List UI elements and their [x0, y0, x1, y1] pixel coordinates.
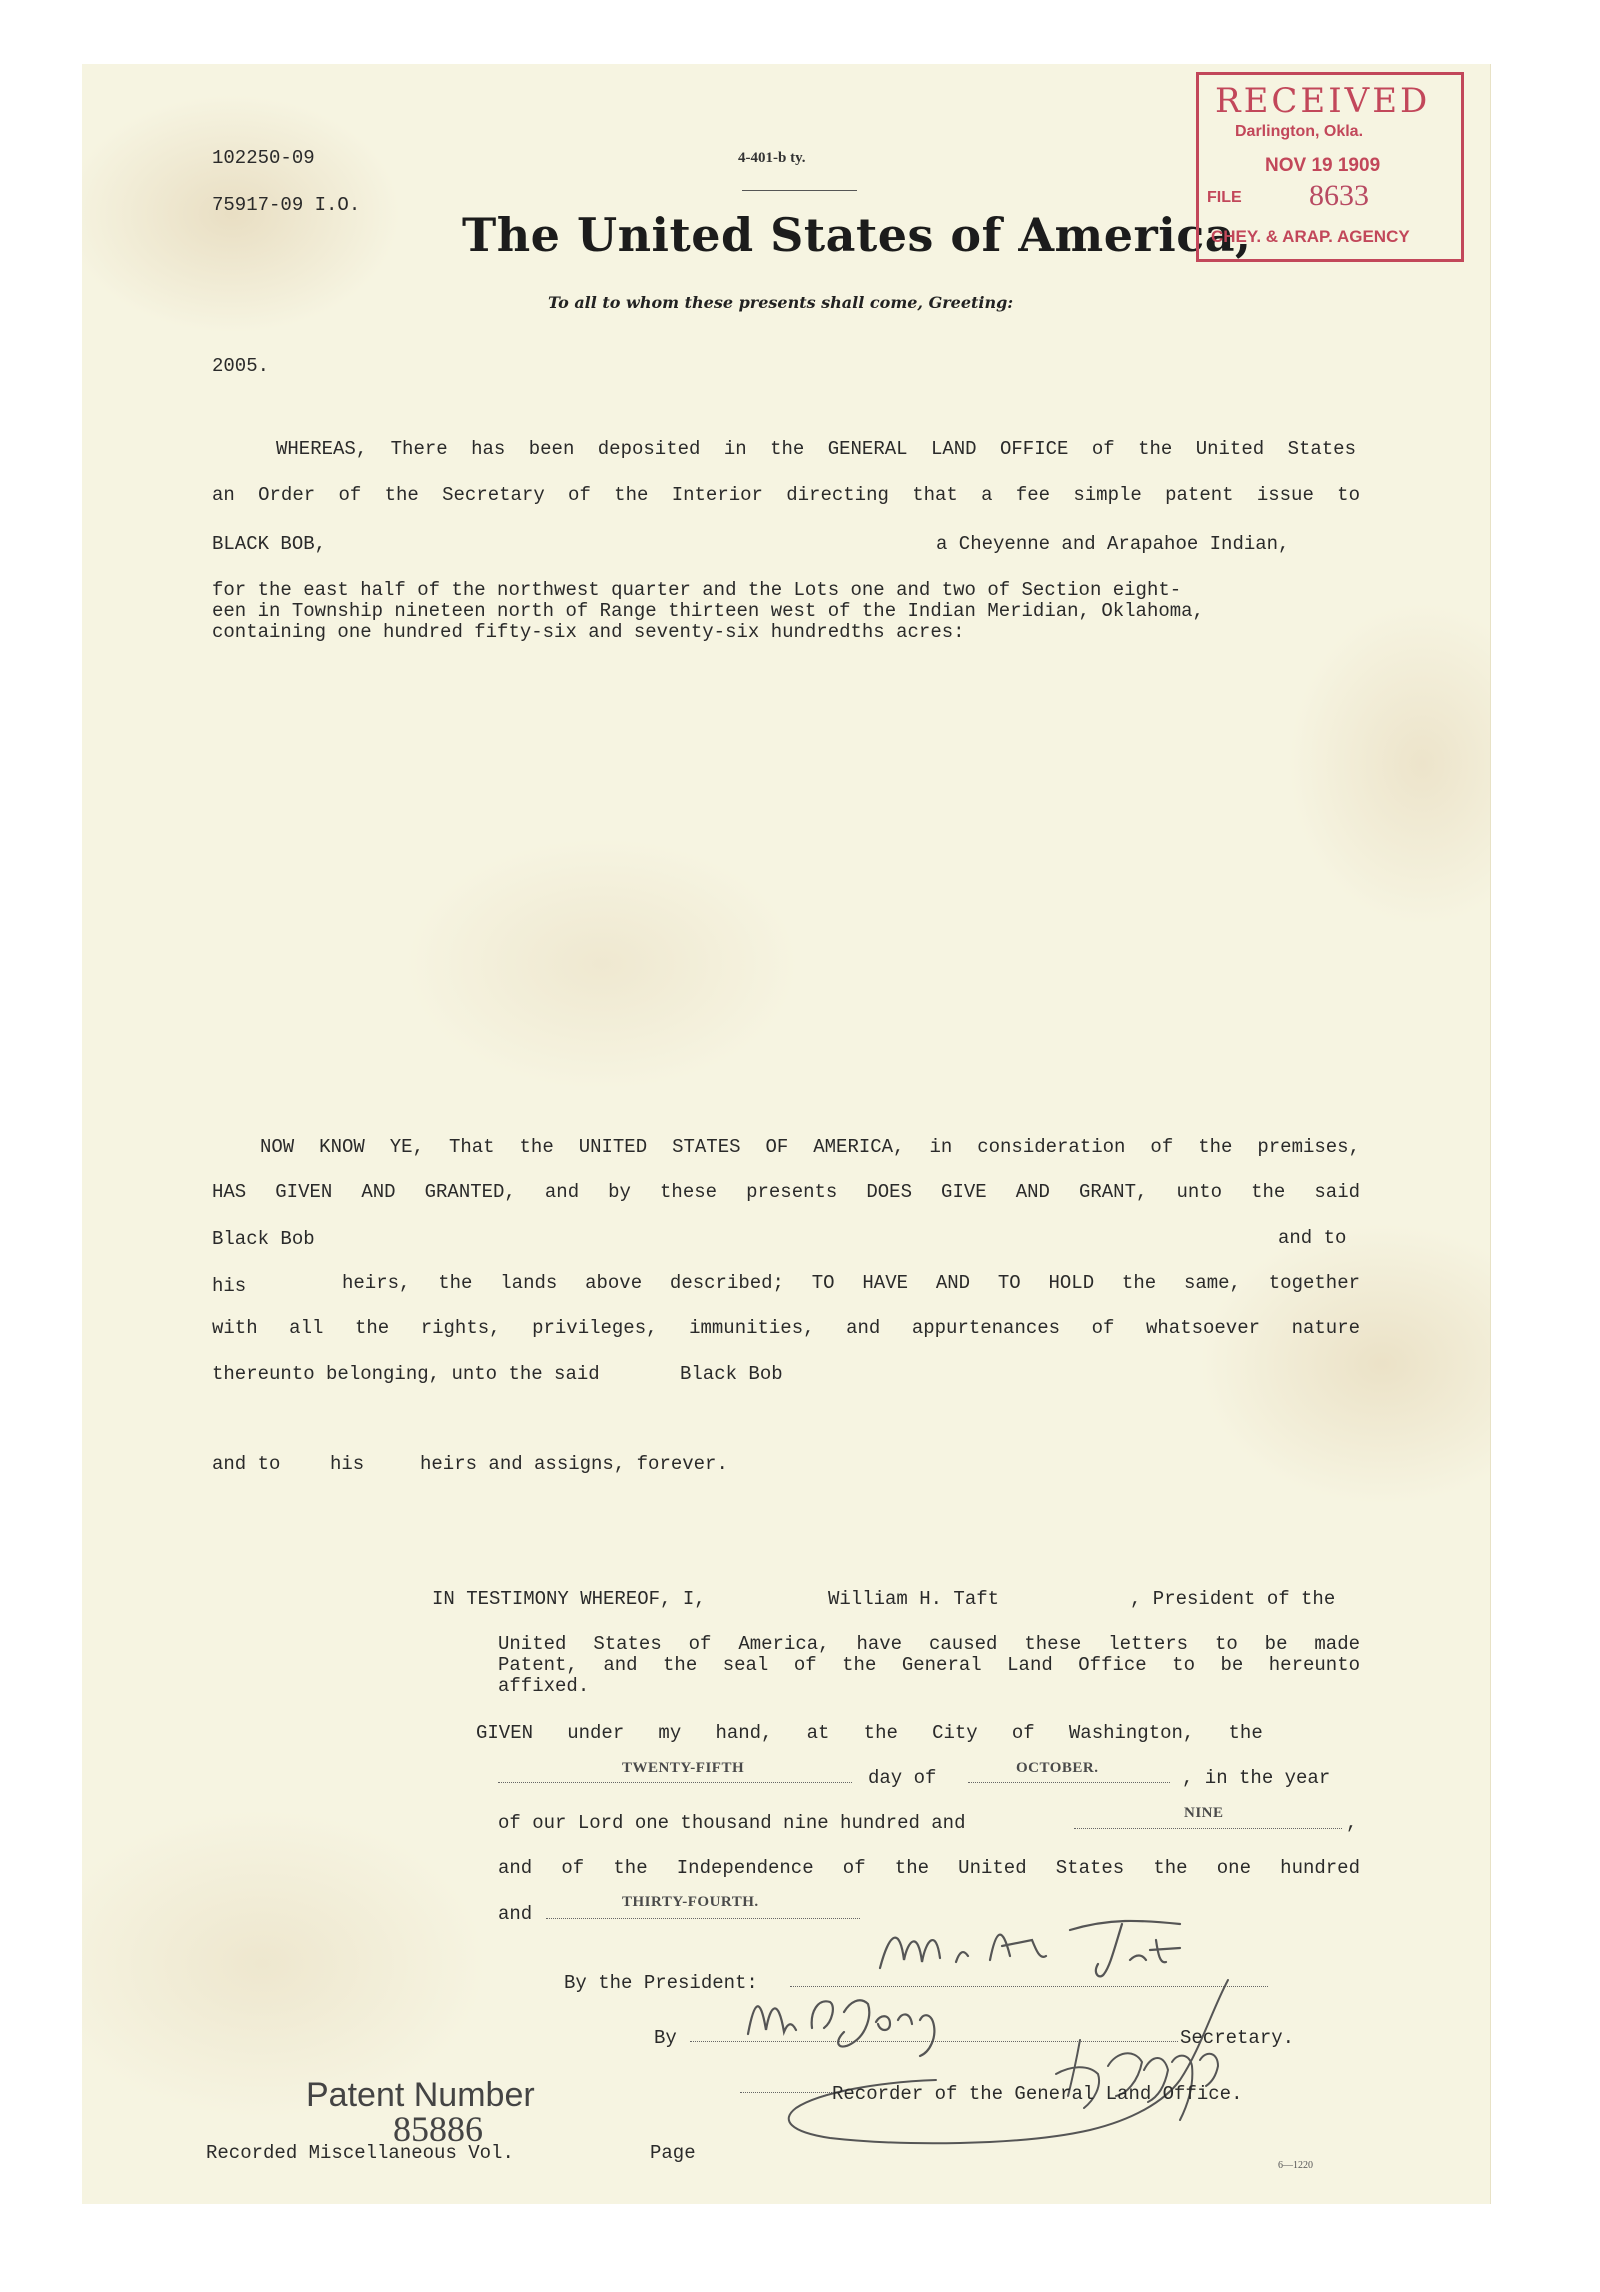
document-title: The United States of America, — [462, 208, 1252, 262]
form-number: 4-401-b ty. — [738, 150, 806, 166]
file-number-1: 102250-09 — [212, 147, 315, 169]
grant-line-6-name: Black Bob — [680, 1363, 783, 1385]
testimony-prefix: IN TESTIMONY WHEREOF, I, — [432, 1588, 706, 1610]
grant-pronoun: his — [212, 1275, 247, 1297]
greeting: To all to whom these presents shall come, Greeting: — [548, 293, 1014, 312]
independence-year-value: THIRTY-FOURTH. — [622, 1894, 759, 1910]
patent-number-label: Patent Number — [306, 2076, 535, 2114]
day-of-label: day of — [868, 1767, 937, 1789]
testimony-body-3: affixed. — [498, 1675, 590, 1697]
stamp-date: NOV 19 1909 — [1265, 155, 1381, 176]
grant-line-7-prefix: and to — [212, 1453, 281, 1475]
land-description-1: for the east half of the northwest quarter and the Lots one and two of Section eight- — [212, 579, 1182, 601]
serial-number: 2005. — [212, 355, 270, 377]
whereas-line-1: WHEREAS, There has been deposited in the GENERAL LAND OFFICE of the United States — [276, 438, 1356, 460]
patent-number-value: 85886 — [393, 2109, 483, 2149]
independence-line: and of the Independence of the United States the one hundred — [498, 1857, 1360, 1879]
received-stamp — [1196, 72, 1464, 262]
grant-line-2: HAS GIVEN AND GRANTED, and by these presents DOES GIVE AND GRANT, unto the said — [212, 1181, 1360, 1203]
header-rule — [742, 190, 857, 191]
grant-name: Black Bob — [212, 1228, 315, 1250]
secretary-label: Secretary. — [1180, 2027, 1295, 2049]
grant-and-to: and to — [1278, 1227, 1347, 1249]
land-description-2: een in Township nineteen north of Range thirteen west of the Indian Meridian, Oklahoma, — [212, 600, 1204, 622]
stamp-file-number: 8633 — [1309, 179, 1369, 212]
stamp-file-label: FILE — [1207, 189, 1242, 206]
stamp-agency: CHEY. & ARAP. AGENCY — [1211, 227, 1410, 246]
year-comma: , — [1346, 1812, 1358, 1834]
recorder-signature — [760, 1970, 1320, 2160]
grant-line-7-suffix: heirs and assigns, forever. — [420, 1453, 728, 1475]
stamp-received: RECEIVED — [1215, 81, 1431, 121]
grant-line-5: with all the rights, privileges, immunities, and appurtenances of whatsoever nature — [212, 1317, 1360, 1339]
document-paper — [82, 64, 1491, 2204]
page-label: Page — [650, 2142, 696, 2164]
form-code: 6—1220 — [1278, 2160, 1313, 2171]
month-line — [968, 1782, 1170, 1783]
month-value: OCTOBER. — [1016, 1760, 1099, 1776]
lord-line: of our Lord one thousand nine hundred and — [498, 1812, 966, 1834]
given-line: GIVEN under my hand, at the City of Washington, the — [476, 1722, 1263, 1744]
by-label: By — [654, 2027, 677, 2049]
grantee-tribe: a Cheyenne and Arapahoe Indian, — [936, 533, 1290, 555]
testimony-suffix: , President of the — [1130, 1588, 1336, 1610]
independence-year-line — [546, 1918, 860, 1919]
and-label: and — [498, 1903, 533, 1925]
grant-line-1: NOW KNOW YE, That the UNITED STATES OF AMERICA, in consideration of the premises, — [260, 1136, 1360, 1158]
recorder-label: Recorder of the General Land Office. — [832, 2083, 1243, 2105]
grantee-name: BLACK BOB, — [212, 533, 327, 555]
by-president-label: By the President: — [564, 1972, 758, 1994]
file-number-2: 75917-09 I.O. — [212, 194, 361, 216]
grant-line-6-prefix: thereunto belonging, unto the said — [212, 1363, 600, 1385]
testimony-body-2: Patent, and the seal of the General Land Office to be hereunto — [498, 1654, 1360, 1676]
year-line — [1074, 1828, 1342, 1829]
testimony-body-1: United States of America, have caused these letters to be made — [498, 1633, 1360, 1655]
stamp-place: Darlington, Okla. — [1235, 123, 1364, 140]
land-description-3: containing one hundred fifty-six and seventy-six hundredths acres: — [212, 621, 965, 643]
grant-line-7-pronoun: his — [330, 1453, 365, 1475]
whereas-line-2: an Order of the Secretary of the Interior directing that a fee simple patent issue to — [212, 484, 1360, 506]
grant-line-4: heirs, the lands above described; TO HAVE AND TO HOLD the same, together — [342, 1272, 1360, 1294]
day-line — [498, 1782, 852, 1783]
recorded-volume-label: Recorded Miscellaneous Vol. — [206, 2142, 514, 2164]
president-name: William H. Taft — [828, 1588, 1000, 1610]
year-value: NINE — [1184, 1805, 1224, 1821]
day-value: TWENTY-FIFTH — [622, 1760, 745, 1776]
in-year-label: , in the year — [1182, 1767, 1331, 1789]
